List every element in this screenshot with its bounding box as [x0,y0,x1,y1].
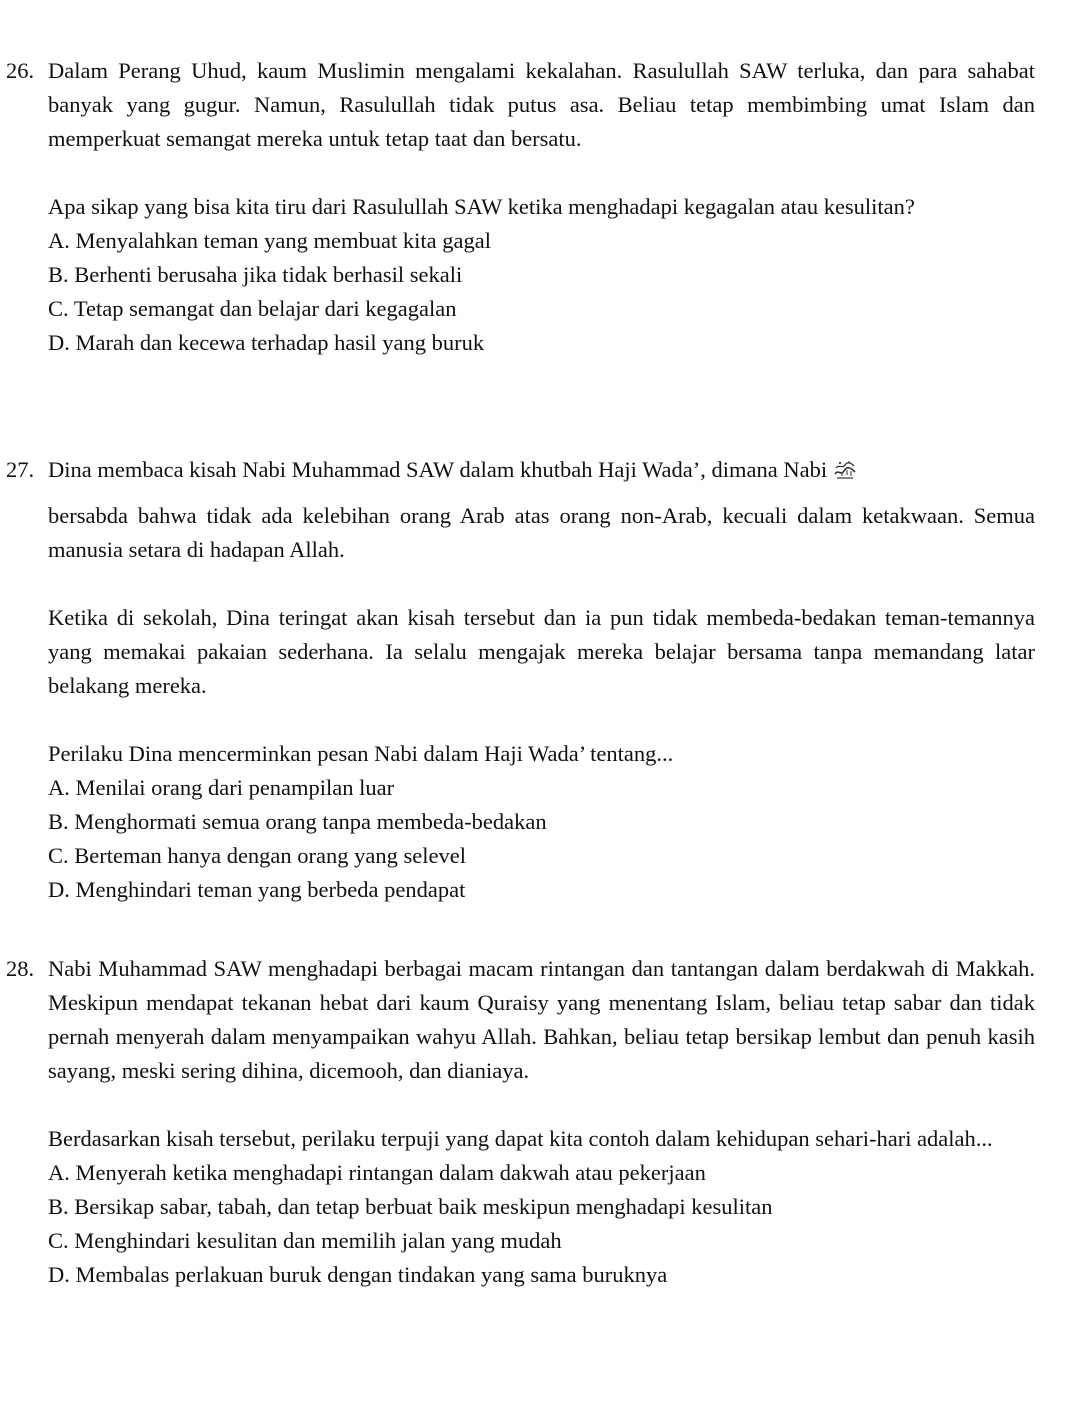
question-story-rest: bersabda bahwa tidak ada kelebihan orang Arab atas orang non-Arab, kecuali dalam ketakwaan. Semua manusia setara di hadapan Allah. [48,503,1035,562]
answer-options [48,771,1035,907]
question-27 [0,453,1074,907]
option-c[interactable]: C. Berteman hanya dengan orang yang selevel [48,843,466,868]
question-story-intro [48,453,1035,487]
option-b[interactable]: B. Bersikap sabar, tabah, dan tetap berbuat baik meskipun menghadapi kesulitan [48,1194,773,1219]
option-b[interactable]: B. Menghormati semua orang tanpa membeda-bedakan [48,809,547,834]
option-d[interactable]: D. Membalas perlakuan buruk dengan tindakan yang sama buruknya [48,1262,668,1287]
option-d[interactable]: D. Marah dan kecewa terhadap hasil yang buruk [48,330,485,355]
question-prompt: Perilaku Dina mencerminkan pesan Nabi dalam Haji Wada’ tentang... [48,741,674,766]
option-c[interactable]: C. Tetap semangat dan belajar dari kegagalan [48,296,457,321]
question-body [48,952,1035,1292]
question-28 [0,952,1074,1292]
question-prompt: Berdasarkan kisah tersebut, perilaku terpuji yang dapat kita contoh dalam kehidupan sehari-hari adalah... [48,1126,993,1151]
option-d[interactable]: D. Menghindari teman yang berbeda pendapat [48,877,466,902]
question-body [48,54,1035,360]
question-prompt: Apa sikap yang bisa kita tiru dari Rasulullah SAW ketika menghadapi kegagalan atau kesulitan? [48,194,915,219]
question-number: 26. [6,58,35,83]
salawat-calligraphy-icon [833,456,857,476]
option-b[interactable]: B. Berhenti berusaha jika tidak berhasil sekali [48,262,463,287]
question-number: 28. [6,956,35,981]
question-story: Nabi Muhammad SAW menghadapi berbagai macam rintangan dan tantangan dalam berdakwah di Makkah. Meskipun mendapat tekanan hebat dari kaum Quraisy yang menentang Islam, beliau tetap sabar dan tidak pernah menyerah dalam menyampaikan wahyu Allah. Bahkan, beliau tetap bersikap lembut dan penuh kasih sayang, meski sering dihina, dicemooh, dan dianiaya. [48,956,1035,1083]
option-c[interactable]: C. Menghindari kesulitan dan memilih jalan yang mudah [48,1228,562,1253]
option-a[interactable]: A. Menyerah ketika menghadapi rintangan dalam dakwah atau pekerjaan [48,1160,706,1185]
question-story: Dalam Perang Uhud, kaum Muslimin mengalami kekalahan. Rasulullah SAW terluka, dan para sahabat banyak yang gugur. Namun, Rasulullah tidak putus asa. Beliau tetap membimbing umat Islam dan memperkuat semangat mereka untuk tetap taat dan bersatu. [48,58,1035,151]
question-number: 27. [6,457,35,482]
question-story-2: Ketika di sekolah, Dina teringat akan kisah tersebut dan ia pun tidak membeda-bedakan teman-temannya yang memakai pakaian sederhana. Ia selalu mengajak mereka belajar bersama tanpa memandang latar belakang mereka. [48,605,1035,698]
answer-options [48,224,1035,360]
question-body [48,453,1035,907]
option-a[interactable]: A. Menyalahkan teman yang membuat kita gagal [48,228,491,253]
question-26 [0,54,1074,360]
answer-options [48,1156,1035,1292]
story-intro-text: Dina membaca kisah Nabi Muhammad SAW dalam khutbah Haji Wada’, dimana Nabi [48,457,828,482]
option-a[interactable]: A. Menilai orang dari penampilan luar [48,775,395,800]
